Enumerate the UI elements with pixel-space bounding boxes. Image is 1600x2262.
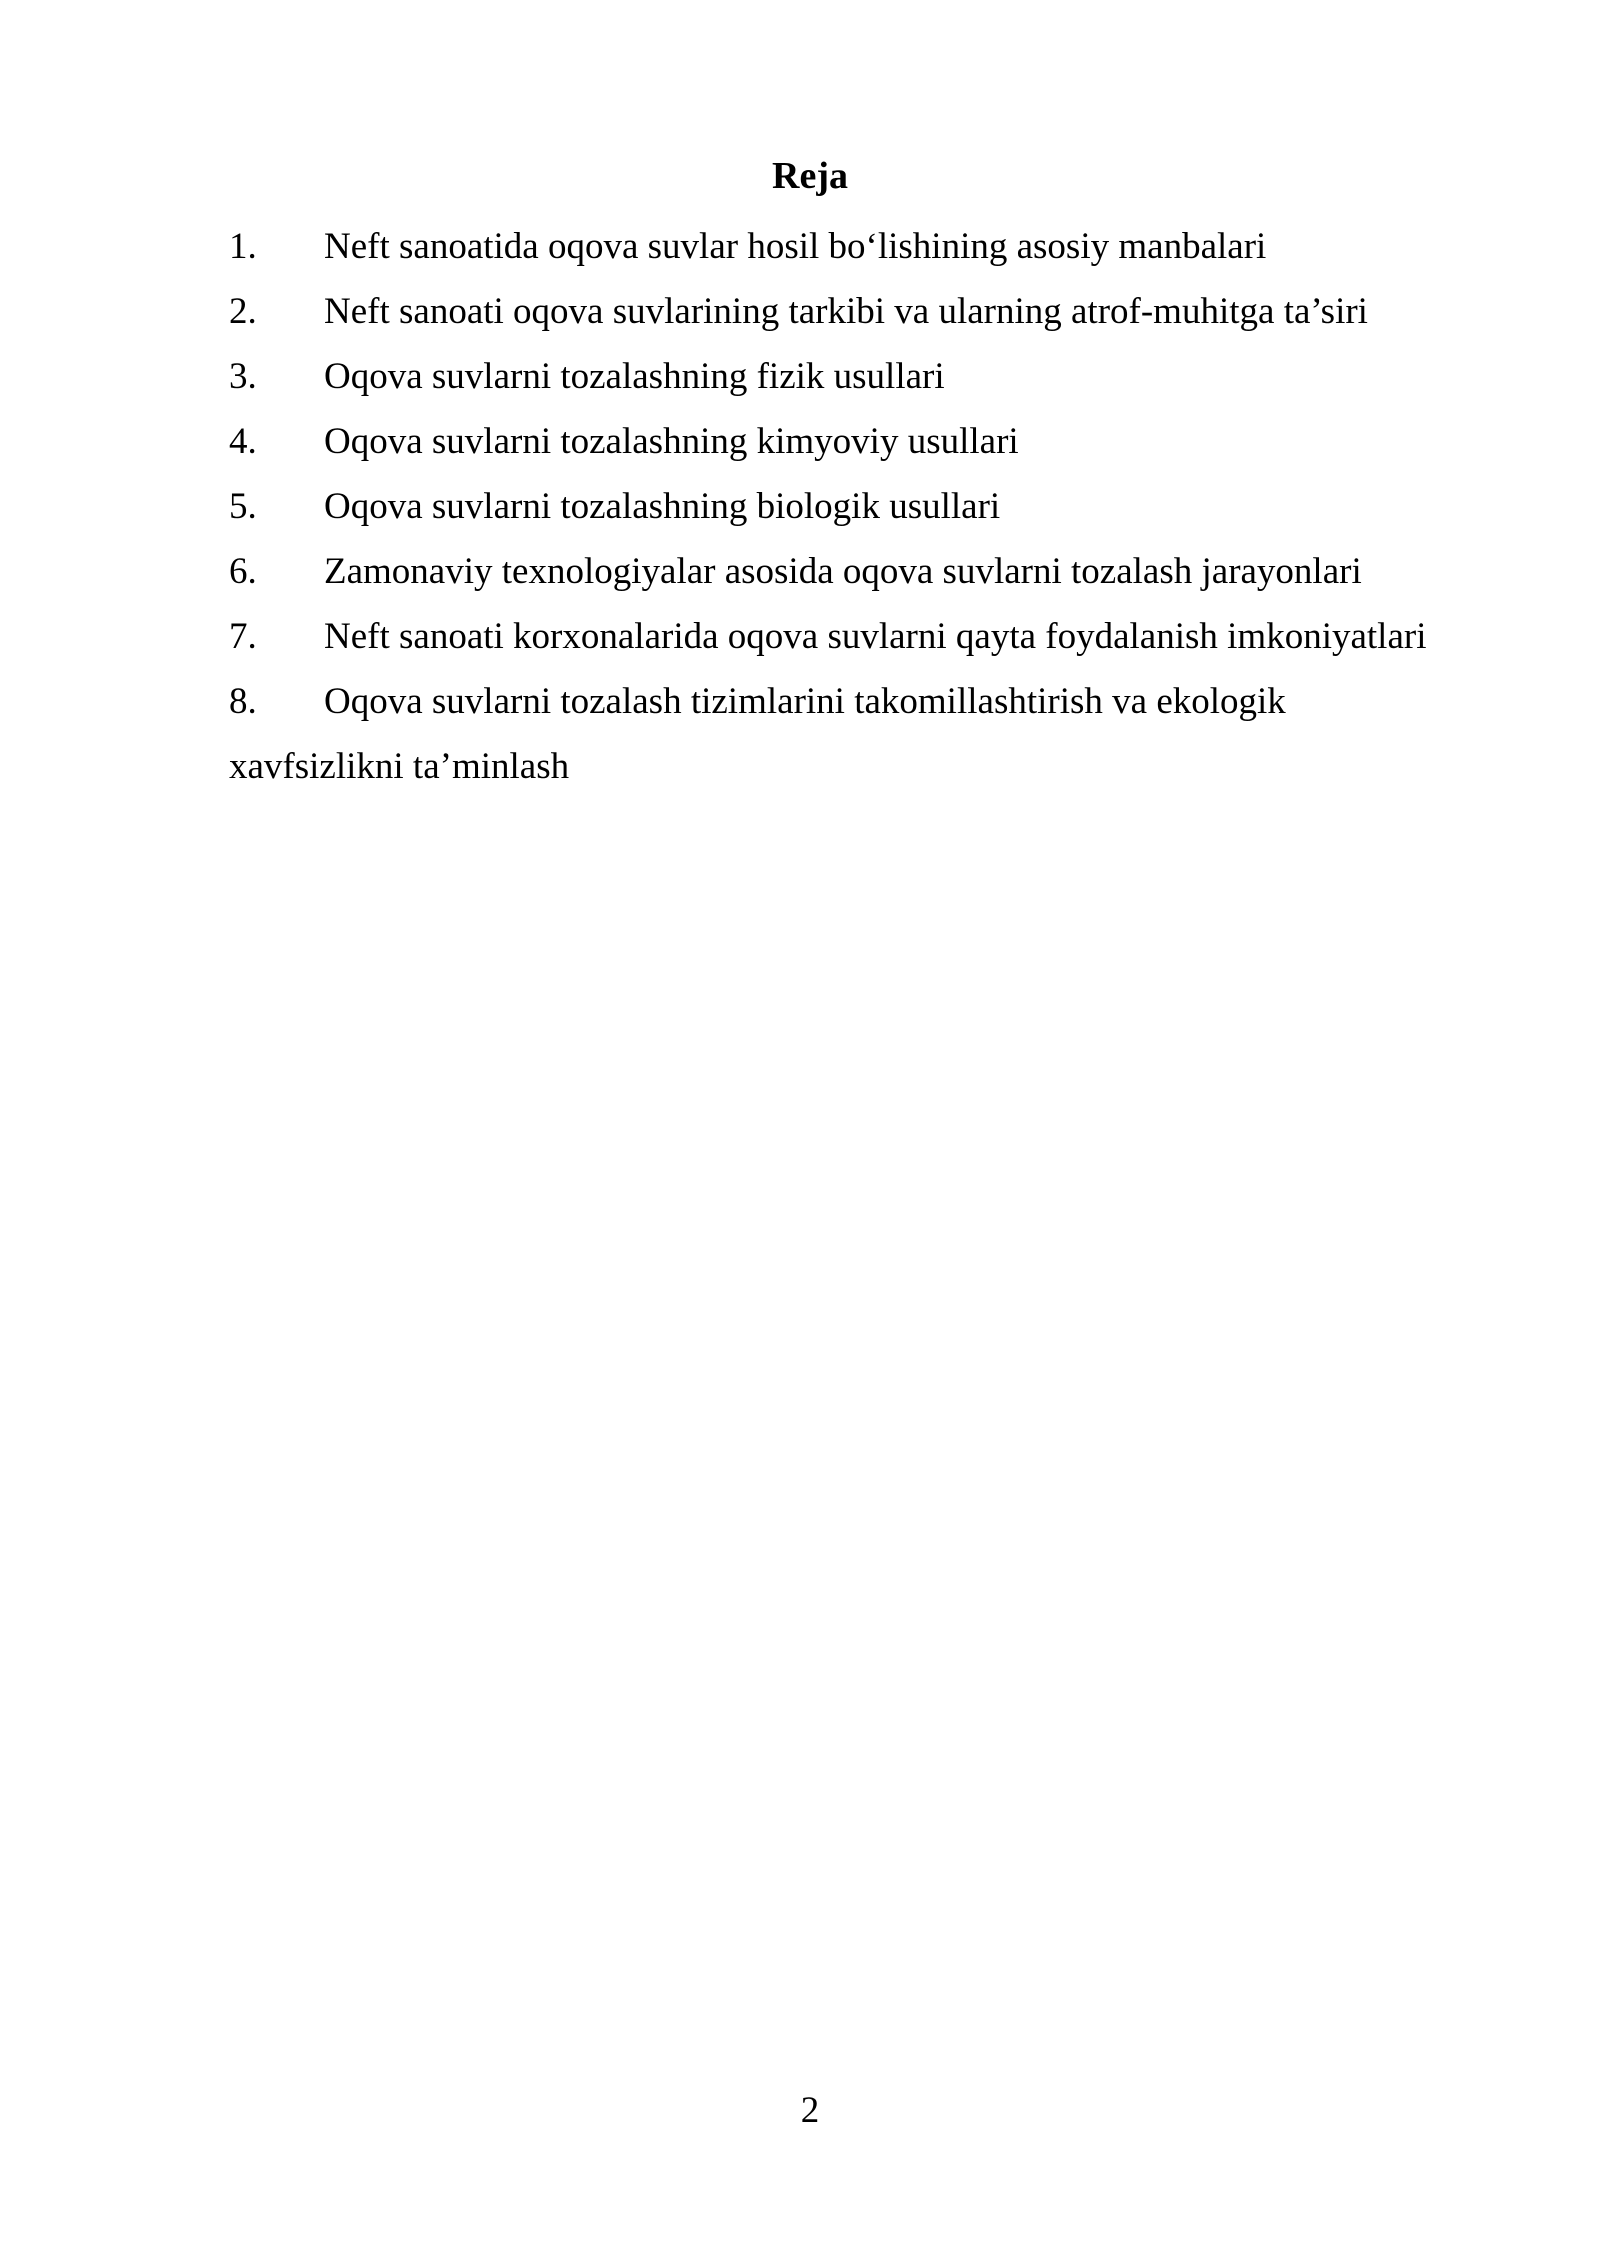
- list-item-number: 6.: [229, 551, 257, 592]
- list-item: [229, 539, 1469, 604]
- list-item: [229, 604, 1469, 669]
- list-item: [229, 669, 1469, 734]
- list-item-text: Oqova suvlarni tozalashning fizik usullari: [324, 356, 945, 397]
- list-item: [229, 214, 1469, 279]
- list-item-text: Neft sanoati korxonalarida oqova suvlarni qayta foydalanish imkoniyatlari: [324, 616, 1427, 657]
- list-item-number: 3.: [229, 356, 257, 397]
- list-item-number: 8.: [229, 681, 257, 722]
- list-item-number: 5.: [229, 486, 257, 527]
- list-item-text: Oqova suvlarni tozalashning kimyoviy usullari: [324, 421, 1019, 462]
- list-item-number: 7.: [229, 616, 257, 657]
- plan-list: [229, 214, 1469, 799]
- list-item-text: Oqova suvlarni tozalashning biologik usullari: [324, 486, 1001, 527]
- list-item: [229, 409, 1469, 474]
- list-item: [229, 344, 1469, 409]
- list-item-continuation-text: xavfsizlikni ta’minlash: [229, 746, 570, 787]
- list-item-number: 4.: [229, 421, 257, 462]
- list-item-number: 1.: [229, 226, 257, 267]
- page-title: Reja: [772, 155, 848, 197]
- list-item-text: Oqova suvlarni tozalash tizimlarini takomillashtirish va ekologik: [324, 681, 1286, 722]
- list-item-text: Neft sanoati oqova suvlarining tarkibi va ularning atrof-muhitga ta’siri: [324, 291, 1368, 332]
- list-item-text: Zamonaviy texnologiyalar asosida oqova suvlarni tozalash jarayonlari: [324, 551, 1362, 592]
- list-item: [229, 279, 1469, 344]
- list-item-text: Neft sanoatida oqova suvlar hosil bo‘lishining asosiy manbalari: [324, 226, 1267, 267]
- page-number: 2: [800, 2090, 820, 2131]
- list-item: [229, 474, 1469, 539]
- list-item-number: 2.: [229, 291, 257, 332]
- list-item-continuation: [229, 734, 1469, 799]
